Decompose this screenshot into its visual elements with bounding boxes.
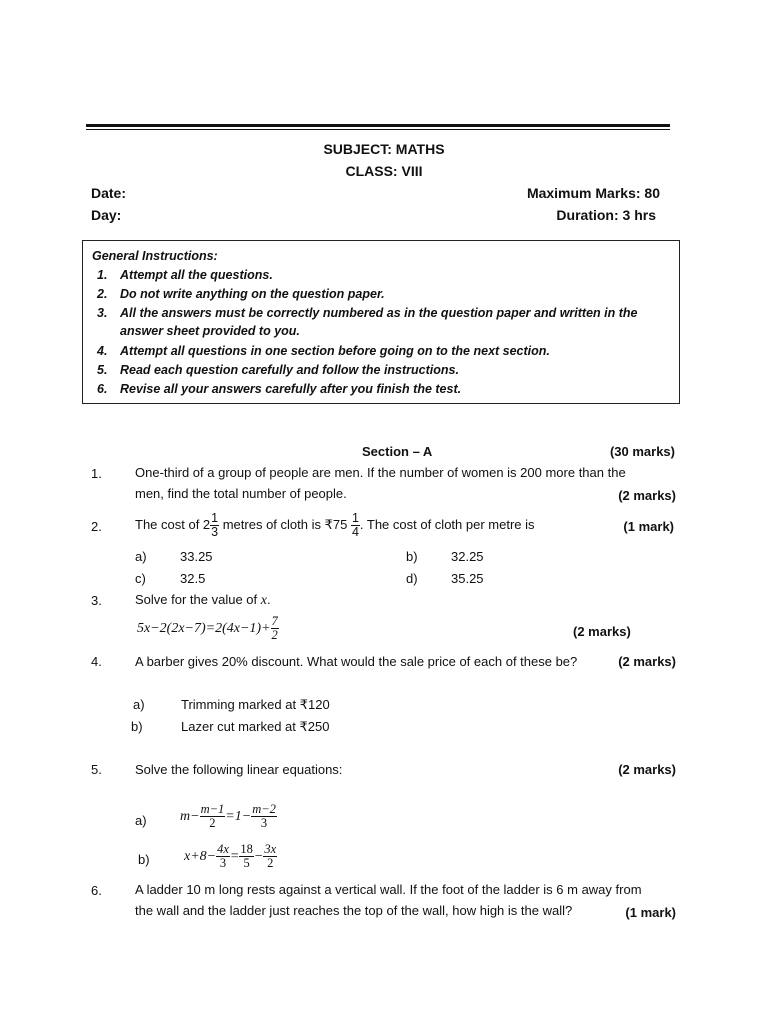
instruction-item: 2. Do not write anything on the question paper. [97, 287, 385, 301]
instructions-box [82, 240, 680, 404]
date-label: Date: [91, 185, 127, 201]
section-title: Section – A [362, 444, 433, 459]
fraction: $\frac{3x}{2}$ [264, 842, 277, 871]
header-rule-thin [86, 129, 670, 130]
fraction: $\frac{4x}{3}$ [217, 842, 229, 871]
question-marks: (2 marks) [618, 488, 676, 503]
equation: 5x−2(2x−7)=2(4x−1)+ $\frac{7}{2}$ [137, 614, 278, 643]
equation: x+8− $\frac{4x}{3}$ = $\frac{18}{5}$ − $\frac{3x}{2}$ [184, 842, 277, 871]
fraction: $\frac{7}{2}$ [271, 614, 278, 643]
option-label: a) [135, 549, 147, 564]
question-text: One-third of a group of people are men. If the number of women is 200 more than the men, find the total number of people. [135, 465, 626, 501]
question-marks: (2 marks) [573, 624, 631, 639]
question-text: A barber gives 20% discount. What would the sale price of each of these be? [135, 654, 578, 669]
fraction: $\frac{m-1}{2}$ [200, 802, 225, 831]
question-text: The cost of 2 $\frac{1}{3}$ metres of cloth is ₹75 $\frac{1}{4}$ . The cost of cloth per metre is [135, 511, 535, 540]
option-value: 32.5 [180, 571, 206, 586]
instructions-title: General Instructions: [92, 249, 218, 263]
instruction-item: 4. Attempt all questions in one section before going on to the next section. [97, 344, 550, 358]
question-number: 2. [91, 519, 102, 534]
max-marks: Maximum Marks: 80 [526, 185, 660, 201]
question-number: 5. [91, 762, 102, 777]
class-title: CLASS: VIII [345, 163, 423, 179]
option-value: Trimming marked at ₹120 [181, 697, 330, 712]
question-text: Solve for the value of x. [135, 592, 271, 608]
question-number: 1. [91, 466, 102, 481]
option-label: c) [135, 571, 146, 586]
question-number: 6. [91, 883, 102, 898]
option-label: b) [138, 852, 150, 867]
equation: m− $\frac{m-1}{2}$ =1− $\frac{m-2}{3}$ [180, 802, 276, 831]
instruction-item: 5. Read each question carefully and follow the instructions. [97, 363, 459, 377]
fraction: $\frac{1}{3}$ [211, 511, 219, 540]
instruction-item: 6. Revise all your answers carefully after you finish the test. [97, 382, 462, 396]
option-value: 33.25 [180, 549, 213, 564]
day-label: Day: [91, 207, 122, 223]
question-marks: (1 mark) [625, 905, 676, 920]
question-marks: (2 marks) [618, 654, 676, 669]
header-rule-thick [86, 124, 670, 127]
question-marks: (1 mark) [623, 519, 674, 534]
fraction: $\frac{m-2}{3}$ [252, 802, 276, 831]
fraction: $\frac{18}{5}$ [240, 842, 253, 871]
section-marks: (30 marks) [609, 444, 675, 459]
option-value: 35.25 [451, 571, 484, 586]
duration: Duration: 3 hrs [556, 207, 656, 223]
question-marks: (2 marks) [618, 762, 676, 777]
question-number: 4. [91, 654, 102, 669]
instruction-item: 1. Attempt all the questions. [97, 268, 273, 282]
question-text: Solve the following linear equations: [135, 762, 343, 777]
option-label: b) [406, 549, 418, 564]
option-label: a) [135, 813, 147, 828]
question-text: A ladder 10 m long rests against a vertical wall. If the foot of the ladder is 6 m away from the wall and the ladder just reaches the top of the wall, how high is the wall? [135, 882, 642, 918]
option-value: Lazer cut marked at ₹250 [181, 719, 330, 734]
subject-title: SUBJECT: MATHS [323, 141, 445, 157]
question-number: 3. [91, 593, 102, 608]
fraction: $\frac{1}{4}$ [351, 511, 359, 540]
option-label: a) [133, 697, 145, 712]
instruction-item: 3. All the answers must be correctly numbered as in the question paper and written in the answer sheet provided to you. [97, 306, 638, 338]
option-label: d) [406, 571, 418, 586]
option-value: 32.25 [451, 549, 484, 564]
option-label: b) [131, 719, 143, 734]
